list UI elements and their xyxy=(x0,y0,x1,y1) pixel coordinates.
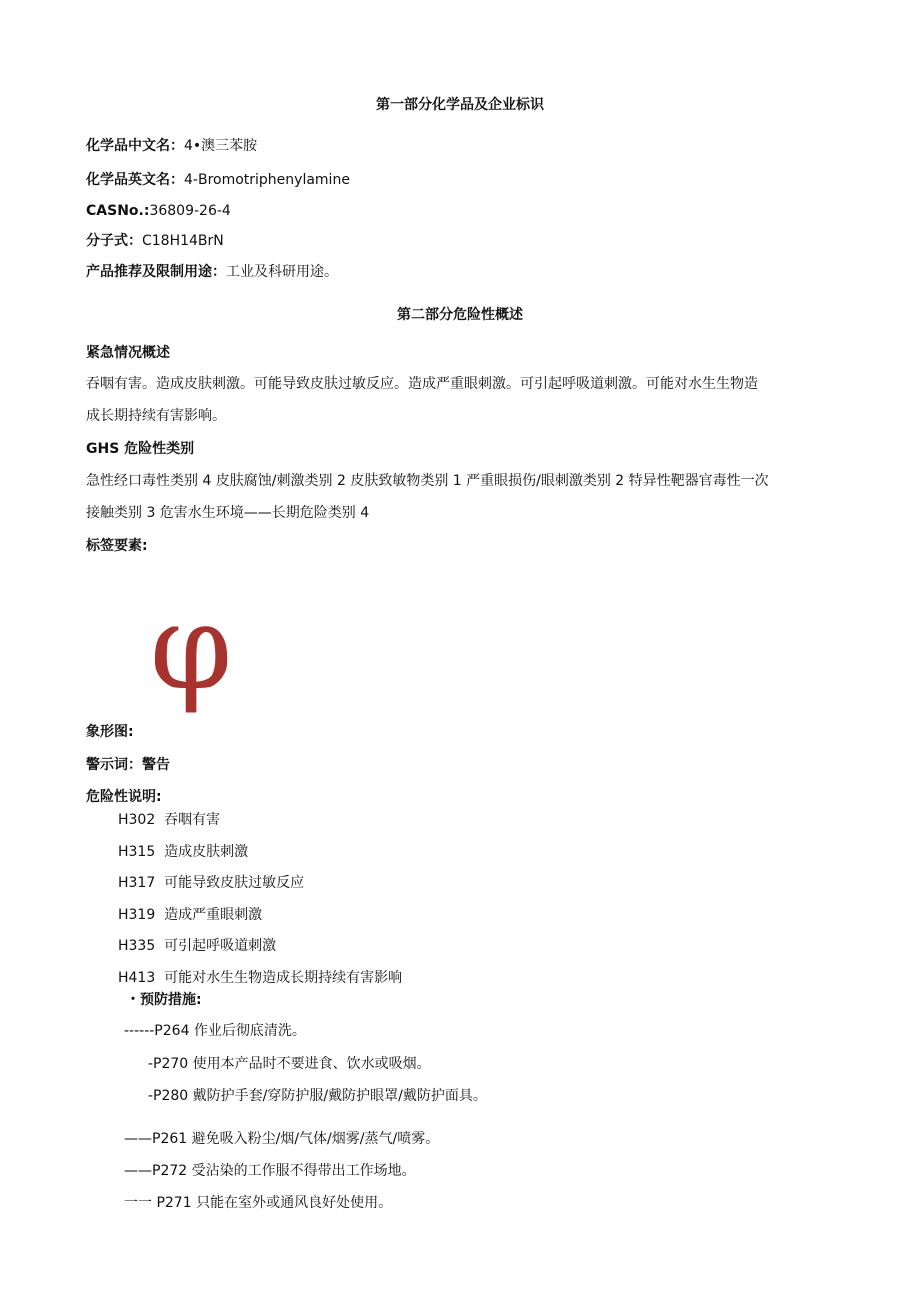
hazard-text: 吞咽有害 xyxy=(164,812,221,828)
hazard-statement-row xyxy=(118,906,262,924)
chinese-name-value: 4•澳三苯胺 xyxy=(184,138,258,154)
ghs-heading: GHS 危险性类别 xyxy=(86,441,195,457)
phi-symbol-glyph xyxy=(146,608,236,724)
recommended-use-row xyxy=(86,263,338,281)
precaution-line: ——P272 受沾染的工作服不得带出工作场地。 xyxy=(124,1163,416,1179)
hazard-text: 造成严重眼刺激 xyxy=(164,907,263,923)
recommended-use-label: 产品推荐及限制用途： xyxy=(86,264,226,280)
hazard-text: 可能导致皮肤过敏反应 xyxy=(164,875,305,891)
precaution-line: 一一 P271 只能在室外或通风良好处使用。 xyxy=(124,1195,393,1211)
hazard-code: H413 xyxy=(118,970,156,986)
cas-row xyxy=(86,202,231,220)
hazard-text: 造成皮肤刺激 xyxy=(164,844,249,860)
formula-value: C18H14BrN xyxy=(142,233,224,249)
part1-title: 第一部分化学品及企业标识 xyxy=(376,97,544,113)
formula-label: 分子式： xyxy=(86,233,142,249)
hazard-statement-row xyxy=(118,937,276,955)
phi-symbol-icon xyxy=(146,608,236,724)
hazard-heading: 危险性说明: xyxy=(86,789,162,805)
part2-title: 第二部分危险性概述 xyxy=(397,307,523,323)
ghs-text-line2: 接触类别 3 危害水生环境——长期危险类别 4 xyxy=(86,505,370,521)
hazard-statement-row xyxy=(118,811,220,829)
english-name-label: 化学品英文名： xyxy=(86,172,184,188)
hazard-code: H317 xyxy=(118,875,156,891)
hazard-statement-row xyxy=(118,843,248,861)
prevention-heading: ・预防措施: xyxy=(126,992,202,1008)
formula-row xyxy=(86,232,224,250)
hazard-code: H319 xyxy=(118,907,156,923)
cas-value: 36809-26-4 xyxy=(149,203,231,219)
label-elements-heading: 标签要素: xyxy=(86,538,148,554)
chinese-name-row xyxy=(86,137,257,155)
precaution-line: -P280 戴防护手套/穿防护服/戴防护眼罩/戴防护面具。 xyxy=(148,1088,487,1104)
precaution-line: -P270 使用本产品时不要进食、饮水或吸烟。 xyxy=(148,1056,431,1072)
hazard-statement-row xyxy=(118,969,402,987)
english-name-row xyxy=(86,171,350,189)
pictogram-label: 象形图: xyxy=(86,724,134,740)
hazard-text: 可引起呼吸道刺激 xyxy=(164,938,277,954)
precaution-line: ------P264 作业后彻底清洗。 xyxy=(124,1023,306,1039)
emergency-text-line1: 吞咽有害。造成皮肤刺激。可能导致皮肤过敏反应。造成严重眼刺激。可引起呼吸道刺激。可能对水生生物造 xyxy=(86,376,758,392)
cas-label: CASNo.: xyxy=(86,203,150,219)
hazard-code: H315 xyxy=(118,844,156,860)
english-name-value: 4-Bromotriphenylamine xyxy=(184,172,350,188)
emergency-text-line2: 成长期持续有害影响。 xyxy=(86,408,226,424)
ghs-text-line1: 急性经口毒性类别 4 皮肤腐蚀/刺激类别 2 皮肤致敏物类别 1 严重眼损伤/眼刺激类别 2 特异性靶器官毒性一次 xyxy=(86,473,769,489)
precaution-line: ——P261 避免吸入粉尘/烟/气体/烟雾/蒸气/喷雾。 xyxy=(124,1131,440,1147)
hazard-statement-row xyxy=(118,874,304,892)
hazard-text: 可能对水生生物造成长期持续有害影响 xyxy=(164,970,403,986)
emergency-heading: 紧急情况概述 xyxy=(86,345,170,361)
hazard-code: H335 xyxy=(118,938,156,954)
hazard-code: H302 xyxy=(118,812,156,828)
phi-symbol-text: φ xyxy=(149,608,233,716)
recommended-use-value: 工业及科研用途。 xyxy=(226,264,338,280)
signal-word: 警示词：警告 xyxy=(86,757,170,773)
chinese-name-label: 化学品中文名： xyxy=(86,138,184,154)
